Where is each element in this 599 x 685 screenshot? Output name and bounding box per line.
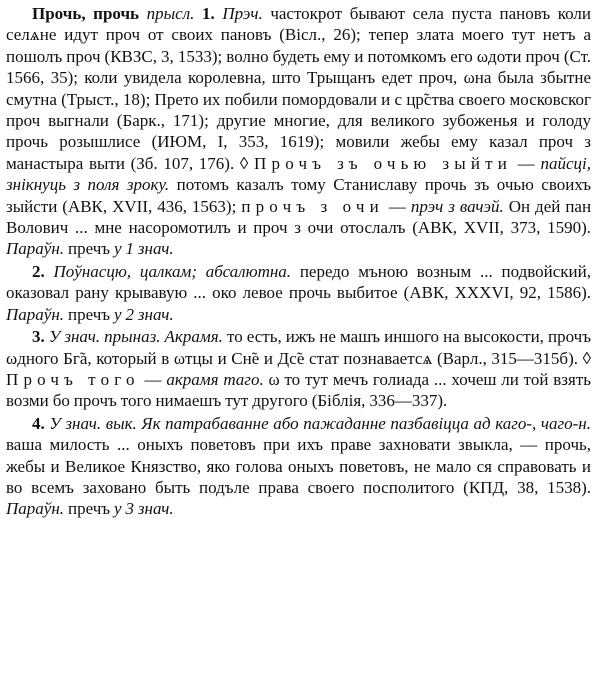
- cross-reference-word: пречъ: [67, 304, 111, 324]
- phrase-headword: Прочъ зъ очью зыйти: [254, 153, 513, 173]
- sense-1: [6, 3, 591, 260]
- sense-2: [6, 261, 591, 325]
- phrase-citations: ω то тут мечъ голиада ... хочеш ли той взять возми бо прочъ того нимаешъ тут другого (Біблія, 336—337).: [6, 369, 592, 411]
- sense-number: 2.: [32, 261, 45, 281]
- sense-gloss: У знач. прыназ. Акрамя.: [48, 327, 223, 347]
- sense-gloss: Поўнасцю, цалкам; абсалютна.: [53, 261, 292, 281]
- phrase-marker: ◊: [239, 153, 249, 173]
- sense-citations: частокрот бывают села пуста пановъ коли селѧне идут проч от своих пановъ (Вісл., 26); тепер злата моего тут нетъ а пошолъ проч (КВЗС, 3, 1533); волно будеть ему и потомкомъ его ωдоти проч (Ст. 1566, 35); коли увидела королевна, што Трыщанъ едет проч, ωна была збытне смутна (Трыст., 18); Прето их побили помордовали и с цр̃ства своего московског проч выгнали (Барк., 171); другие многие, для великого зубоженья и голоду прочь розышлисе (ИЮМ, I, 353, 1619); мовили жебы ему казал проч з манастыра выти (Зб. 107, 176).: [6, 4, 591, 173]
- cross-reference-label: Параўн.: [6, 304, 65, 324]
- cross-reference-target: у 1 знач.: [113, 239, 174, 259]
- phrase-headword: Прочъ того: [6, 369, 140, 389]
- phrase-gloss: акрамя таго.: [166, 369, 264, 389]
- sense-gloss: У знач. вык. Як патрабаванне або пажаданне пазбавіцца ад каго-, чаго-н.: [49, 413, 591, 433]
- cross-reference-target: у 3 знач.: [113, 499, 174, 519]
- phrase-citations: Он дей пан Волович ... мне насоромотилъ и проч з очи отослалъ (АВК, XVII, 373, 1590).: [6, 196, 592, 238]
- phrase-gloss: прэч з вачэй.: [410, 196, 504, 216]
- sense-citations: то есть, ижъ не машъ иншого на высокости, прочъ ωдного Бг̃а, который в ωтцы и Сн̃е и Дс̃е стат познаваетсѧ (Варл., 315—315б).: [6, 327, 592, 368]
- phrase-dash: —: [144, 369, 162, 389]
- sense-citations: передо мъною возным ... подвойский, оказовал рану крывавую ... око левое прочь выбитое (АВК, XXXVI, 92, 1586).: [6, 261, 591, 303]
- headword: Прочь, прочь: [32, 4, 140, 23]
- sense-4: [6, 413, 591, 520]
- sense-number: 3.: [32, 327, 45, 347]
- phrase-gloss: пайсці, знікнуць з поля зроку.: [6, 153, 591, 195]
- cross-reference-label: Параўн.: [6, 239, 65, 259]
- cross-reference-target: у 2 знач.: [113, 304, 174, 324]
- cross-reference-word: пречъ: [67, 499, 111, 519]
- phrase-dash: —: [517, 153, 535, 173]
- phrase-marker: ◊: [582, 348, 591, 368]
- cross-reference-label: Параўн.: [6, 499, 65, 519]
- phrase-citations: потомъ казалъ тому Станиславу прочь зъ очью своихъ зыйсти (АВК, XVII, 436, 1563);: [6, 175, 592, 216]
- phrase-headword: прочъ з очи: [241, 196, 384, 216]
- sense-citations: ваша милость ... оныхъ поветовъ при ихъ праве захновати звыкла, — прочь, жебы и Великое Князство, яко голова оныхъ поветовъ, не мало ся справовать и во всемъ заховано быть подъле права своего посполитого (КПД, 38, 1538).: [6, 435, 591, 497]
- sense-number: 1.: [201, 4, 215, 23]
- cross-reference-word: пречъ: [67, 239, 111, 259]
- part-of-speech: прысл.: [146, 4, 195, 23]
- sense-3: [6, 326, 591, 412]
- sense-number: 4.: [32, 413, 45, 433]
- sense-gloss: Прэч.: [222, 4, 263, 23]
- phrase-dash: —: [388, 196, 406, 216]
